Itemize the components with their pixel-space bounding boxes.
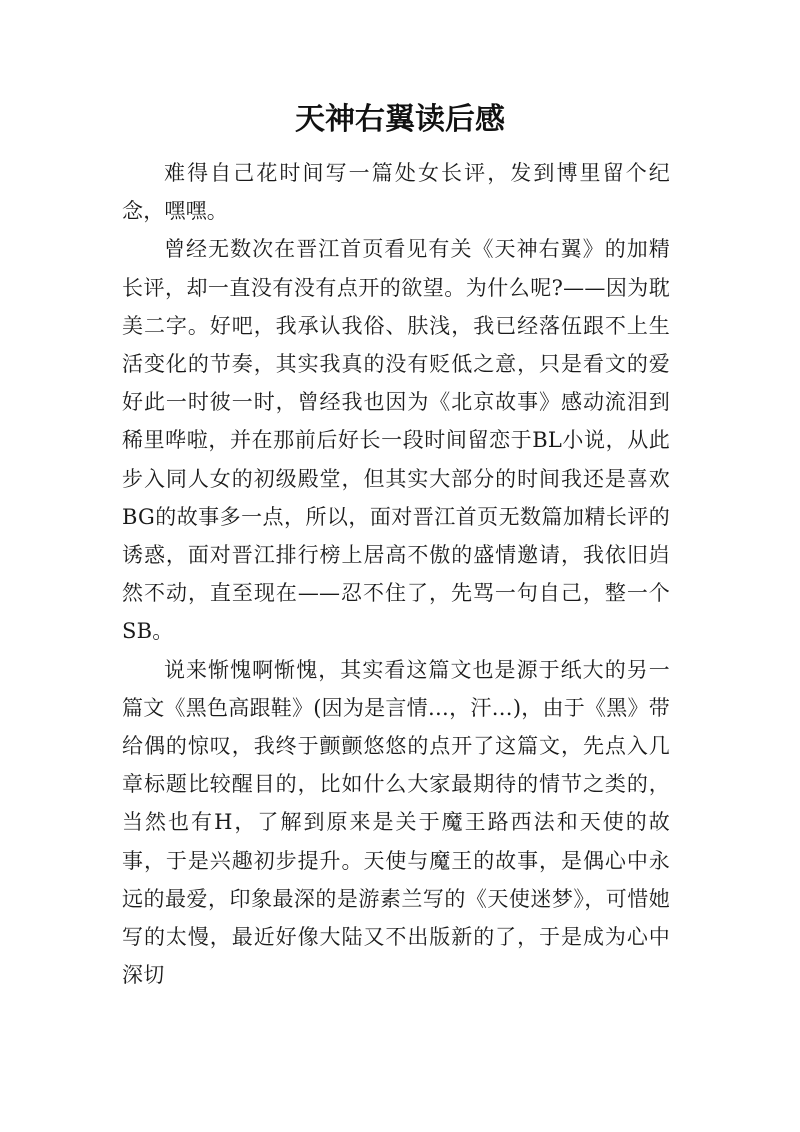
document-body [122, 154, 670, 994]
document-title: 天神右翼读后感 [295, 102, 505, 137]
paragraph-1: 难得自己花时间写一篇处女长评，发到博里留个纪念，嘿嘿。 [122, 161, 670, 224]
paragraph-3: 说来惭愧啊惭愧，其实看这篇文也是源于纸大的另一篇文《黑色高跟鞋》(因为是言情…，汗…)，由于《黑》带给偶的惊叹，我终于颤颤悠悠的点开了这篇文，先点入几章标题比较醒目的，比如什么大家最期待的情节之类的，当然也有H，了解到原来是关于魔王路西法和天使的故事，于是兴趣初步提升。天使与魔王的故事，是偶心中永远的最爱，印象最深的是游素兰写的《天使迷梦》，可惜她写的太慢，最近好像大陆又不出版新的了，于是成为心中深切 [122, 657, 670, 988]
paragraph-2: 曾经无数次在晋江首页看见有关《天神右翼》的加精长评，却一直没有没有点开的欲望。为什么呢?——因为耽美二字。好吧，我承认我俗、肤浅，我已经落伍跟不上生活变化的节奏，其实我真的没有贬低之意，只是看文的爱好此一时彼一时，曾经我也因为《北京故事》感动流泪到稀里哗啦，并在那前后好长一段时间留恋于BL小说，从此步入同人女的初级殿堂，但其实大部分的时间我还是喜欢BG的故事多一点，所以，面对晋江首页无数篇加精长评的诱惑，面对晋江排行榜上居高不傲的盛情邀请，我依旧岿然不动，直至现在——忍不住了，先骂一句自己，整一个SB。 [122, 237, 670, 644]
